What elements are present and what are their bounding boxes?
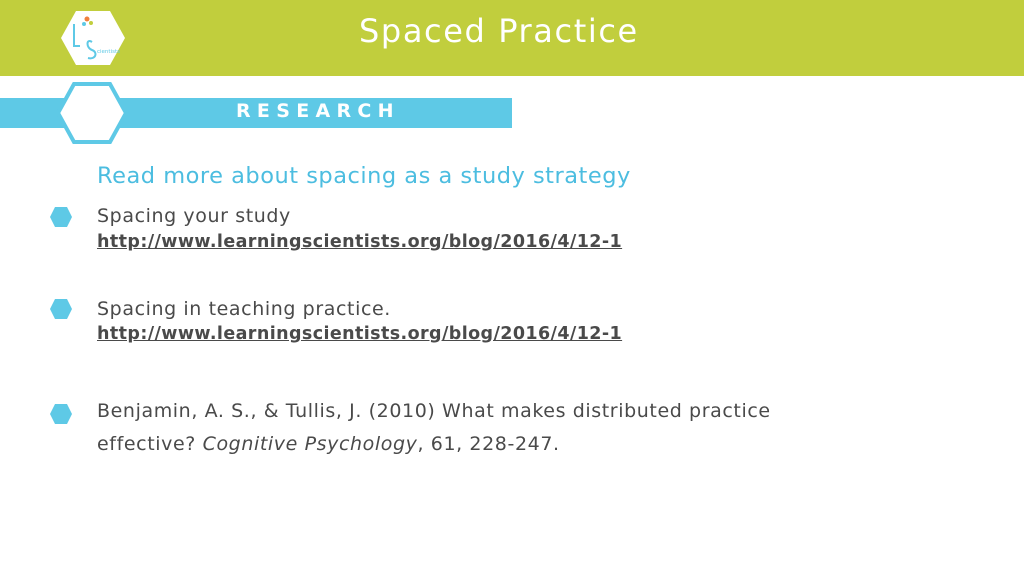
hexagon-bullet-icon (49, 298, 73, 320)
page-title: Spaced Practice (359, 12, 639, 50)
reference-line-2: effective? Cognitive Psychology, 61, 228-247. (97, 433, 560, 455)
section-subtitle: Read more about spacing as a study strategy (97, 163, 631, 189)
header-bar (0, 0, 1024, 76)
hexagon-bullet-icon (49, 206, 73, 228)
learning-scientists-logo (60, 10, 126, 66)
article-link[interactable]: http://www.learningscientists.org/blog/2016/4/12-1 (97, 324, 623, 344)
hexagon-icon (56, 82, 128, 144)
section-label: RESEARCH (236, 100, 400, 122)
reference-line-1: Benjamin, A. S., & Tullis, J. (2010) What makes distributed practice (97, 400, 771, 422)
svg-text:cientists: cientists (97, 49, 120, 55)
hexagon-bullet-icon (49, 403, 73, 425)
list-item-title: Spacing in teaching practice. (97, 298, 391, 320)
journal-name: Cognitive Psychology (202, 433, 418, 455)
list-item-title: Spacing your study (97, 205, 291, 227)
article-link[interactable]: http://www.learningscientists.org/blog/2016/4/12-1 (97, 232, 623, 252)
